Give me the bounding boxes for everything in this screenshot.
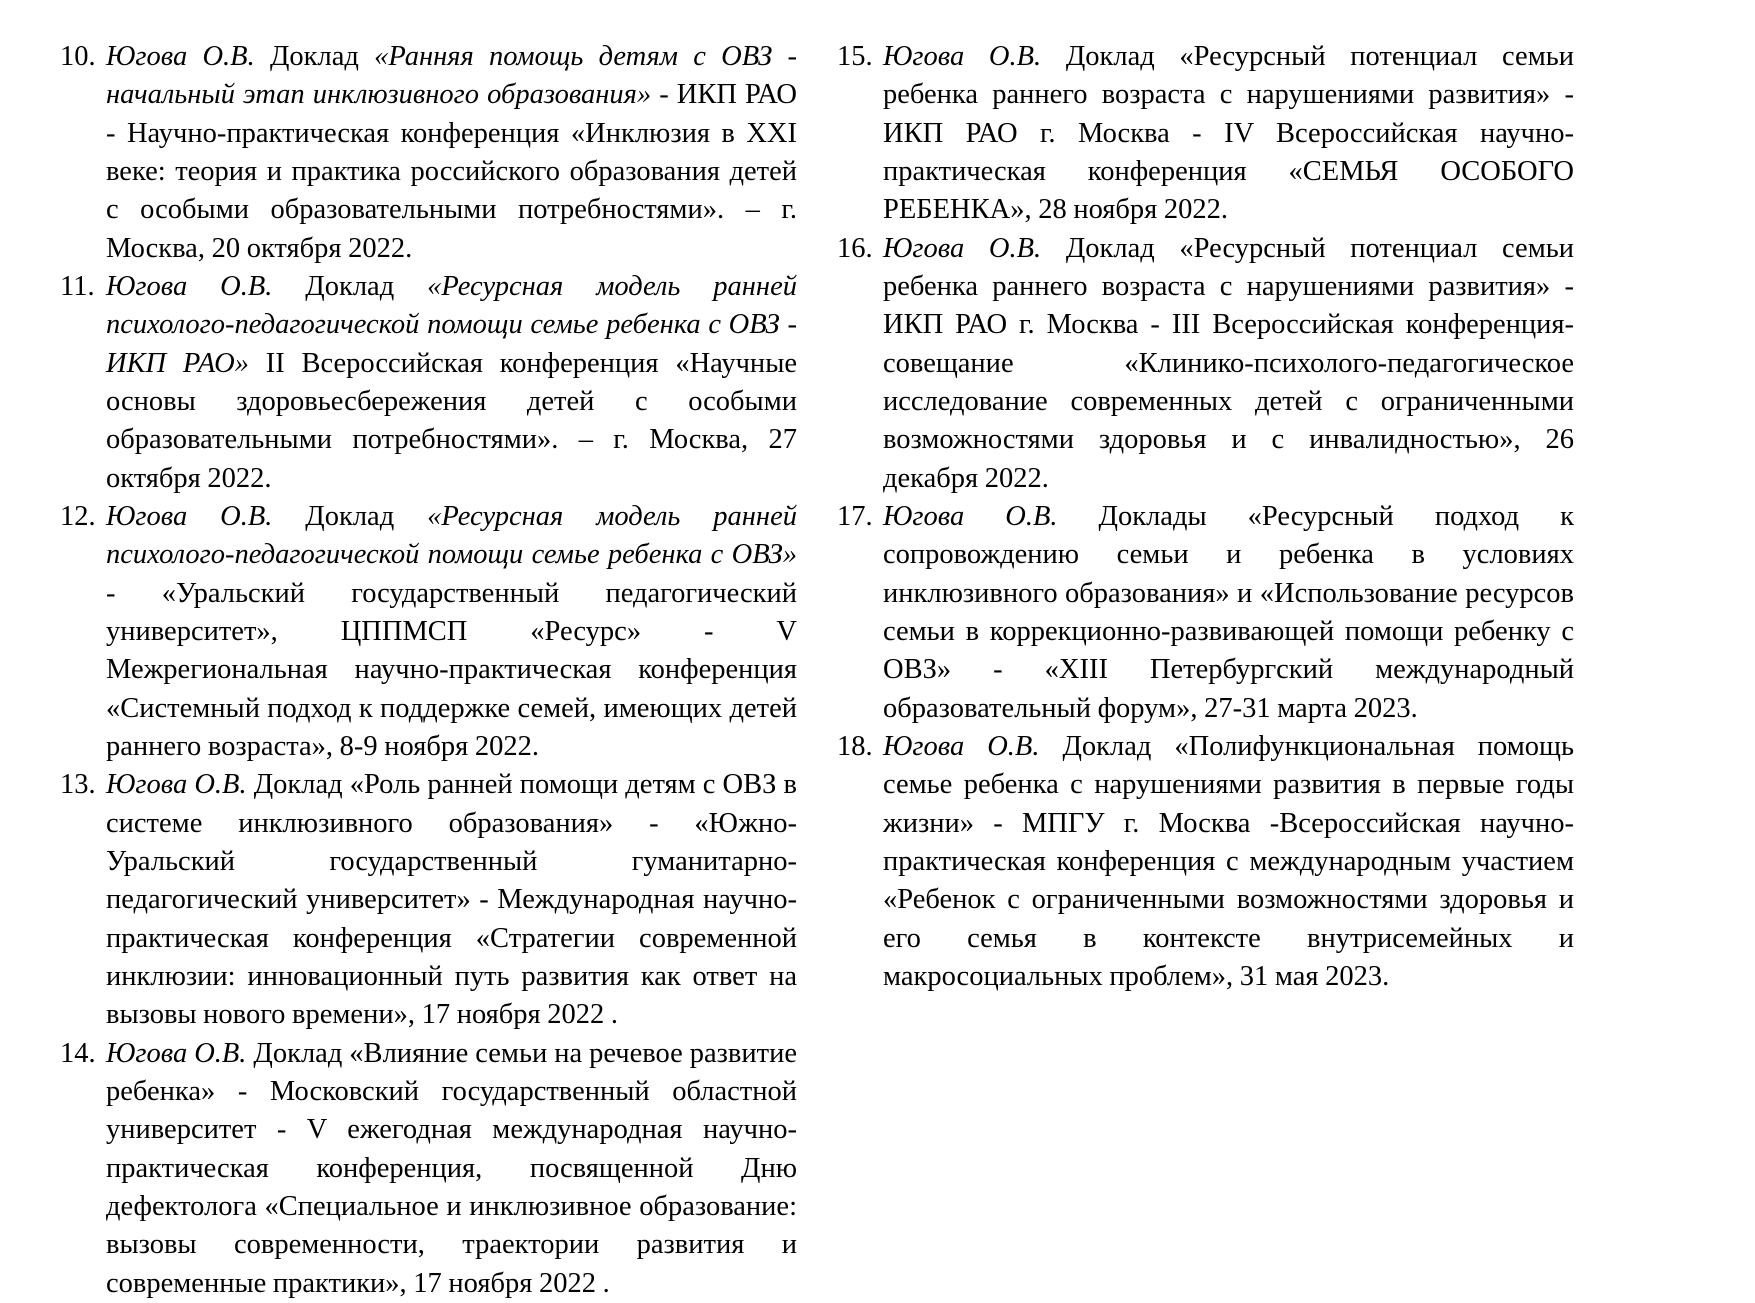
reference-text [106, 1035, 797, 1303]
reference-author: Югова О.В. [106, 500, 273, 532]
two-column-layout [60, 38, 1695, 1303]
reference-item [60, 268, 797, 498]
reference-details: Доклад «Ресурсный потенциал семьи ребенка раннего возраста с нарушениями развития» - ИКП РАО г. Москва - III Всероссийская конференция-совещание «Клинико-психолого-педагогическое исследование современных детей с ограниченными возможностями здоровья и с инвалидностью», 26 декабря 2022. [883, 232, 1574, 494]
reference-details: Доклад «Влияние семьи на речевое развитие ребенка» - Московский государственный областной университет - V ежегодная международная научно-практическая конференция, посвященной Дню дефектолога «Специальное и инклюзивное образование: вызовы современности, траектории развития и современные практики», 17 ноября 2022 . [106, 1037, 797, 1299]
reference-number: 13. [60, 769, 96, 801]
reference-item [60, 498, 797, 766]
reference-details: Доклады «Ресурсный подход к сопровождению семьи и ребенка в условиях инклюзивного образования» и «Использование ресурсов семьи в коррекционно-развивающей помощи ребенку с ОВЗ» - «XIII Петербургский международный образовательный форум», 27-31 марта 2023. [883, 500, 1574, 724]
reference-title: «Ранняя помощь детям с ОВЗ - начальный этап инклюзивного образования» [106, 41, 797, 111]
reference-details: II Всероссийская конференция «Научные основы здоровьесбережения детей с особыми образовательными потребностями». – г. Москва, 27 октября 2022. [106, 347, 797, 494]
reference-author: Югова О.В. [106, 41, 255, 72]
reference-number: 17. [837, 500, 873, 532]
reference-details: Доклад [254, 41, 375, 72]
reference-details: Доклад «Полифункциональная помощь семье ребенка с нарушениями развития в первые годы жизни» - МПГУ г. Москва -Всероссийская научно-практическая конференция с международным участием «Ребенок с ограниченными возможностями здоровья и его семья в контексте внутрисемейных и макросоциальных проблем», 31 мая 2023. [883, 730, 1574, 992]
reference-author: Югова О.В. [883, 500, 1058, 532]
reference-text [883, 38, 1574, 230]
reference-list-right [837, 38, 1574, 996]
reference-details: - «Уральский государственный педагогический университет», ЦППМСП «Ресурс» - V Межрегиональная научно-практическая конференция «Системный подход к поддержке семей, имеющих детей раннего возраста», 8-9 ноября 2022. [106, 577, 797, 762]
left-column [60, 38, 797, 1303]
reference-author: Югова О.В. [106, 769, 247, 801]
reference-text [106, 268, 797, 498]
reference-item [837, 38, 1574, 230]
reference-item [60, 1035, 797, 1303]
reference-item [837, 230, 1574, 498]
reference-author: Югова О.В. [106, 1037, 247, 1069]
reference-number: 15. [837, 41, 873, 72]
reference-details: Доклад [272, 270, 428, 302]
reference-number: 18. [837, 730, 873, 762]
reference-title: «Ресурсная модель ранней психолого-педагогической помощи семье ребенка с ОВЗ» [106, 500, 797, 571]
reference-item [60, 766, 797, 1034]
reference-details: - ИКП РАО - Научно-практическая конференция «Инклюзия в XXI веке: теория и практика российского образования детей с особыми образовательными потребностями». – г. Москва, 20 октября 2022. [106, 79, 797, 264]
reference-item [837, 728, 1574, 996]
reference-number: 16. [837, 232, 873, 264]
reference-author: Югова О.В. [106, 270, 273, 302]
reference-author: Югова О.В. [883, 41, 1042, 72]
reference-item [60, 38, 797, 268]
reference-details: Доклад [272, 500, 428, 532]
reference-details: Доклад «Ресурсный потенциал семьи ребенка раннего возраста с нарушениями развития» - ИКП РАО г. Москва - IV Всероссийская научно-практическая конференция «СЕМЬЯ ОСОБОГО РЕБЕНКА», 28 ноября 2022. [883, 41, 1574, 226]
reference-number: 12. [60, 500, 96, 532]
reference-list-left [60, 38, 797, 1303]
reference-number: 14. [60, 1037, 96, 1069]
reference-text [883, 230, 1574, 498]
reference-text [883, 728, 1574, 996]
reference-text [883, 498, 1574, 728]
reference-text [106, 38, 797, 268]
reference-title: «Ресурсная модель ранней психолого-педагогической помощи семье ребенка с ОВЗ - ИКП РАО» [106, 270, 797, 379]
reference-author: Югова О.В. [883, 730, 1040, 762]
reference-text [106, 498, 797, 766]
reference-number: 11. [60, 270, 95, 302]
reference-author: Югова О.В. [883, 232, 1042, 264]
reference-number: 10. [60, 41, 96, 72]
right-column [837, 38, 1574, 996]
reference-details: Доклад «Роль ранней помощи детям с ОВЗ в системе инклюзивного образования» - «Южно-Уральский государственный гуманитарно-педагогический университет» - Международная научно-практическая конференция «Стратегии современной инклюзии: инновационный путь развития как ответ на вызовы нового времени», 17 ноября 2022 . [106, 769, 797, 1031]
reference-item [837, 498, 1574, 728]
reference-text [106, 766, 797, 1034]
